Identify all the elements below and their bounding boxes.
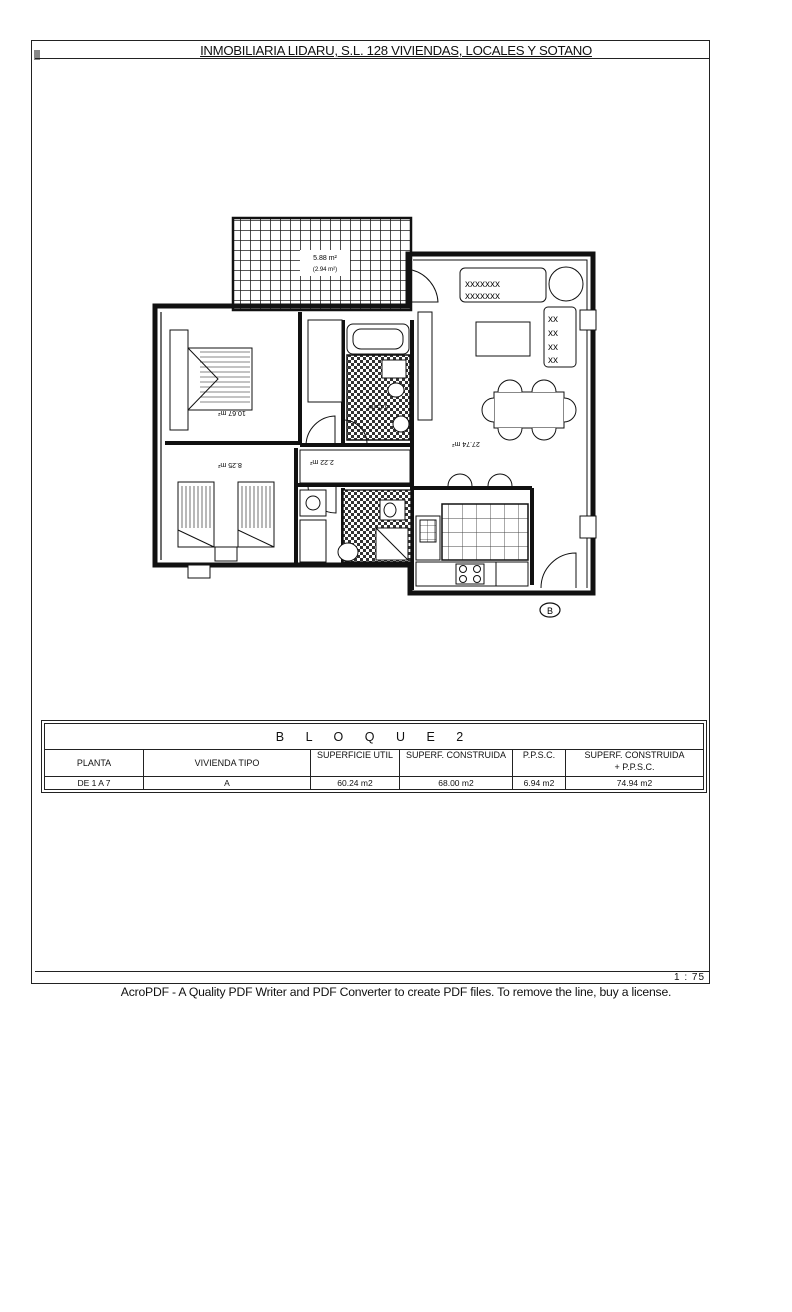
second-bedroom-area-label: 8.25 m²: [218, 461, 242, 468]
living-area-label: 27.74 m²: [452, 440, 480, 447]
document-title: INMOBILIARIA LIDARU, S.L. 128 VIVIENDAS, LOCALES Y SOTANO: [200, 43, 592, 58]
terrace: [233, 218, 411, 310]
main-bedroom-area-label: 10.67 m²: [218, 409, 246, 416]
pdf-footer-notice: AcroPDF - A Quality PDF Writer and PDF Converter to create PDF files. To remove the line, buy a license.: [120, 985, 672, 999]
header-total: [566, 750, 704, 777]
terrace-area-label: 5.88 m²: [313, 255, 337, 262]
value-planta: DE 1 A 7: [45, 777, 144, 790]
header-total-line1: SUPERF. CONSTRUIDA: [584, 750, 685, 760]
hall: [300, 450, 410, 483]
hall-area-label: 2.22 m²: [310, 458, 334, 465]
header-util: SUPERFICIE UTIL: [311, 750, 400, 777]
orientation-label: B: [546, 606, 554, 616]
summary-table: [44, 723, 704, 790]
living-room: [418, 267, 596, 538]
main-bedroom: [170, 320, 342, 430]
header-ppsc: P.P.S.C.: [513, 750, 566, 777]
value-vivienda: A: [144, 777, 311, 790]
scale-label: 1 : 75: [674, 972, 706, 983]
value-util: 60.24 m2: [311, 777, 400, 790]
svg-text:xx: xx: [548, 355, 558, 366]
main-bathroom: [347, 324, 410, 440]
main-bath-area-label: 3.15 m²: [367, 403, 389, 409]
svg-text:xx: xx: [548, 342, 558, 353]
svg-text:xx: xx: [548, 314, 558, 325]
second-bathroom: [300, 490, 411, 562]
terrace-sub-label: (2.94 m²): [312, 267, 338, 273]
value-ppsc: 6.94 m2: [513, 777, 566, 790]
bottom-rule: [35, 971, 709, 972]
header-construida: SUPERF. CONSTRUIDA: [400, 750, 513, 777]
header-total-line2: + P.P.S.C.: [614, 762, 655, 772]
block-header: B L O Q U E 2: [45, 724, 704, 750]
header-planta: PLANTA: [45, 750, 144, 777]
svg-text:xxxxxxx: xxxxxxx: [465, 279, 500, 290]
orientation-marker: [540, 603, 560, 617]
second-bedroom: [178, 461, 274, 578]
value-construida: 68.00 m2: [400, 777, 513, 790]
kitchen: [416, 504, 528, 586]
header-vivienda: VIVIENDA TIPO: [144, 750, 311, 777]
svg-text:xxxxxxx: xxxxxxx: [465, 291, 500, 302]
svg-text:xx: xx: [548, 328, 558, 339]
value-total: 74.94 m2: [566, 777, 704, 790]
